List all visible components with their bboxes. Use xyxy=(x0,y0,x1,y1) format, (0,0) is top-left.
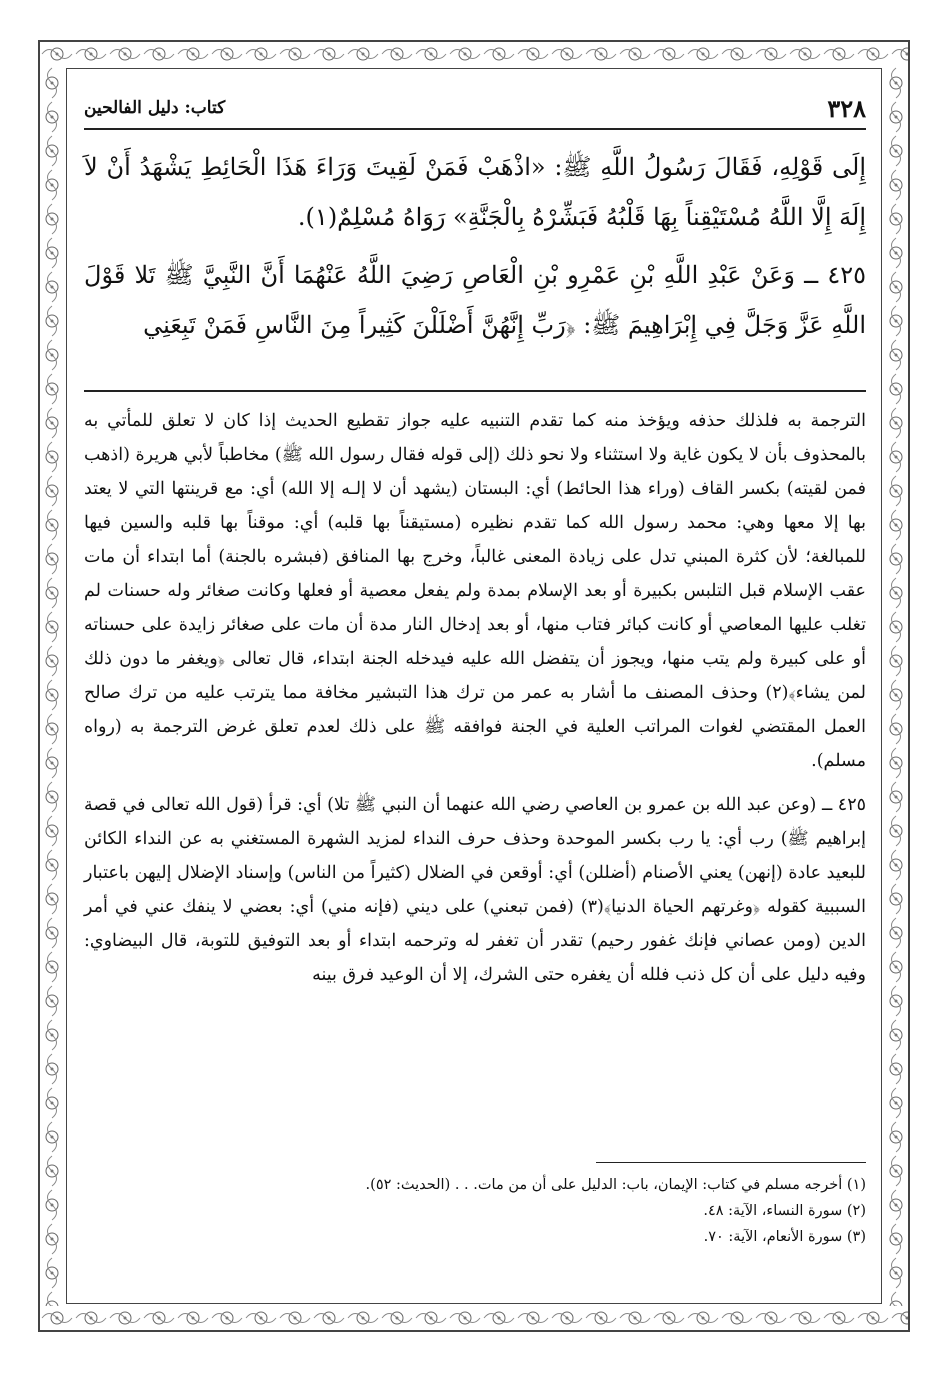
running-header xyxy=(84,92,866,124)
footnote-divider xyxy=(596,1162,866,1163)
bottom-ornament-band xyxy=(40,1306,908,1330)
commentary-paragraph: الترجمة به فلذلك حذفه ويؤخذ منه كما تقدم التنبيه عليه جواز تقطيع الحديث إذا كان لا تعلق للمأتي به بالمحذوف بأن لا يكون غاية ولا استثناء ولا نحو ذلك (إلى قوله فقال رسول الله ﷺ) مخاطباً لأبي هريرة (اذهب فمن لقيته) بكسر القاف (وراء هذا الحائط) أي: البستان (يشهد أن لا إلـه إلا الله) أي: مع قرينتها التي لا يعتد بها إلا معها وهي: محمد رسول الله كما تقدم نظيره (مستيقناً بها قلبه) أي: موقناً بها قلبه والسين فيها للمبالغة؛ لأن كثرة المبني تدل على زيادة المعنى غالباً، وخرج بها المنافق (فبشره بالجنة) أما ابتداء أن مات عقب الإسلام قبل التلبس بكبيرة أو بعد الإسلام بمدة ولم يفعل معصية أو فعلها وكانت صغائر وله حسنات لم تغلب عليها المعاصي أو كانت كبائر فتاب منها، أو بعد إدخال النار مدة أن مات على صغائر زايدة على حسناته أو على كبيرة ولم يتب منها، ويجوز أن يتفضل الله عليه فيدخله الجنة ابتداء، قال تعالى ﴿ويغفر ما دون ذلك لمن يشاء﴾(٢) وحذف المصنف ما أشار به عمر من ترك هذا التبشير مخافة مما يترتب عليه من ترك صالح العمل المقتضي لغوات المراتب العلية في الجنة فوافقه ﷺ على ذلك لعدم تعلق غرض الترجمة به (رواه مسلم). xyxy=(84,411,866,771)
footnote: (٢) سورة النساء، الآية: ٤٨. xyxy=(703,1203,866,1219)
top-ornament-band xyxy=(40,42,908,66)
header-divider xyxy=(84,128,866,130)
right-ornament-band xyxy=(884,66,908,1306)
left-ornament-band xyxy=(40,66,64,1306)
hadith-text xyxy=(84,142,866,358)
book-title: كتاب: دليل الفالحين xyxy=(84,98,226,118)
commentary-divider xyxy=(84,390,866,392)
page-number: ٣٢٨ xyxy=(827,93,866,123)
footnote: (٣) سورة الأنعام، الآية: ٧٠. xyxy=(703,1229,866,1245)
commentary-paragraph: ٤٢٥ ــ (وعن عبد الله بن عمرو بن العاصي رضي الله عنهما أن النبي ﷺ تلا) أي: قرأ (قول الله تعالى في قصة إبراهيم ﷺ) رب أي: يا رب بكسر الموحدة وحذف حرف النداء لمزيد الشهرة المستغني به عن النداء الكائن للبعيد عادة (إنهن) يعني الأصنام (أضللن) أي: أوقعن في الضلال (كثيراً من الناس) وإسناد الإضلال إليهن باعتبار السببية كقوله ﴿وغرتهم الحياة الدنيا﴾(٣) (فمن تبعني) على ديني (فإنه مني) أي: بعضي لا ينفك عني في أمر الدين (ومن عصاني فإنك غفور رحيم) تقدر أن تغفر له وترحمه ابتداء أو بعد التوفيق للتوبة، قال البيضاوي: وفيه دليل على أن كل ذنب فلله أن يغفره حتى الشرك، إلا أن الوعيد فرق بينه xyxy=(84,795,866,985)
page-content xyxy=(84,72,866,1298)
hadith-paragraph: إِلَى قَوْلِهِ، فَقَالَ رَسُولُ اللَّهِ ﷺ: «اذْهَبْ فَمَنْ لَقِيتَ وَرَاءَ هَذَا الْحَائِطِ يَشْهَدُ أَنْ لاَ إِلَهَ إِلَّا اللَّهُ مُسْتَيْقِناً بِهَا قَلْبُهُ فَبَشِّرْهُ بِالْجَنَّةِ» رَوَاهُ مُسْلِمٌ(١). xyxy=(84,153,866,231)
footnotes xyxy=(84,1172,866,1250)
hadith-paragraph: ٤٢٥ ــ وَعَنْ عَبْدِ اللَّهِ بْنِ عَمْرِو بْنِ الْعَاصِ رَضِيَ اللَّهُ عَنْهُمَا أَنَّ النَّبِيَّ ﷺ تَلا قَوْلَ اللَّهِ عَزَّ وَجَلَّ فِي إِبْرَاهِيمَ ﷺ: ﴿رَبِّ إِنَّهُنَّ أَضْلَلْنَ كَثِيراً مِنَ النَّاسِ فَمَنْ تَبِعَنِي xyxy=(84,261,866,339)
footnote: (١) أخرجه مسلم في كتاب: الإيمان، باب: الدليل على أن من مات. . . (الحديث: ٥٢). xyxy=(365,1177,866,1193)
commentary-text xyxy=(84,404,866,1002)
